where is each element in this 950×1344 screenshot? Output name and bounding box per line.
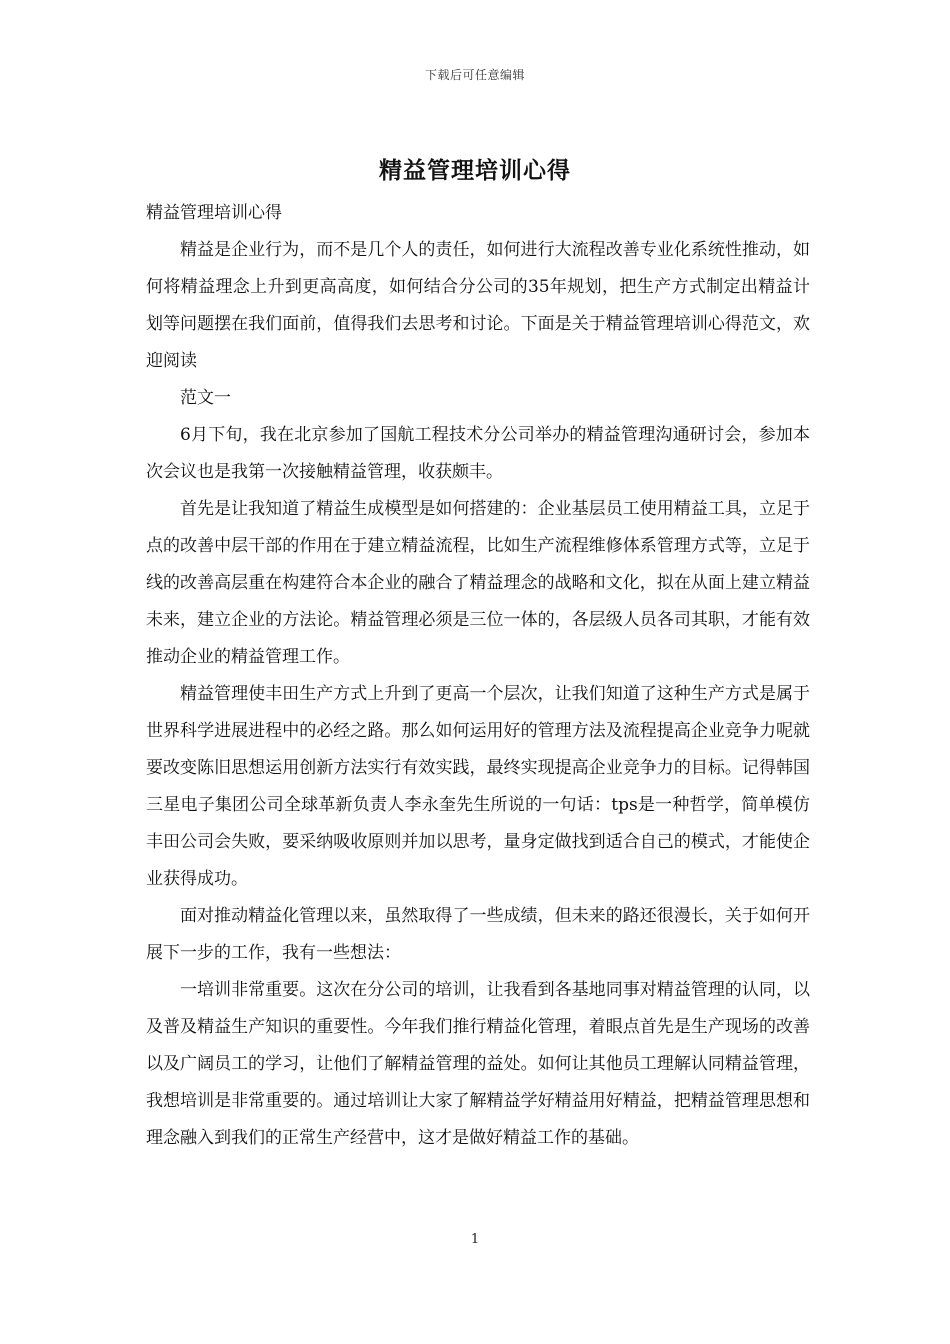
intro-paragraph: 精益是企业行为，而不是几个人的责任，如何进行大流程改善专业化系统性推动，如何将精益理念上升到更高高度，如何结合分公司的35年规划，把生产方式制定出精益计划等问题摆在我们面前，值得我们去思考和讨论。下面是关于精益管理培训心得范文，欢迎阅读 [146,240,810,371]
paragraph: 精益管理使丰田生产方式上升到了更高一个层次，让我们知道了这种生产方式是属于世界科学进展进程中的必经之路。那么如何运用好的管理方法及流程提高企业竞争力呢就要改变陈旧思想运用创新方法实行有效实践，最终实现提高企业竞争力的目标。记得韩国三星电子集团公司全球革新负责人李永奎先生所说的一句话：tps是一种哲学，简单模仿丰田公司会失败，要采纳吸收原则并加以思考，量身定做找到适合自己的模式，才能使企业获得成功。 [146,684,810,889]
header-note: 下载后可任意编辑 [424,68,525,82]
paragraph: 首先是让我知道了精益生成模型是如何搭建的：企业基层员工使用精益工具，立足于点的改善中层干部的作用在于建立精益流程，比如生产流程维修体系管理方式等，立足于线的改善高层重在构建符合本企业的融合了精益理念的战略和文化，拟在从面上建立精益未来，建立企业的方法论。精益管理必须是三位一体的，各层级人员各司其职，才能有效推动企业的精益管理工作。 [146,499,810,667]
section-heading: 范文一 [180,388,231,408]
paragraph: 一培训非常重要。这次在分公司的培训，让我看到各基地同事对精益管理的认同，以及普及精益生产知识的重要性。今年我们推行精益化管理，着眼点首先是生产现场的改善以及广阔员工的学习，让他们了解精益管理的益处。如何让其他员工理解认同精益管理，我想培训是非常重要的。通过培训让大家了解精益学好精益用好精益，把精益管理思想和理念融入到我们的正常生产经营中，这才是做好精益工作的基础。 [146,980,810,1148]
paragraph: 面对推动精益化管理以来，虽然取得了一些成绩，但未来的路还很漫长，关于如何开展下一步的工作，我有一些想法： [146,906,810,963]
document-body [146,195,810,1157]
paragraph: 6月下旬，我在北京参加了国航工程技术分公司举办的精益管理沟通研讨会，参加本次会议也是我第一次接触精益管理，收获颇丰。 [146,425,810,482]
body-subtitle: 精益管理培训心得 [146,203,282,223]
page-number: 1 [470,1232,480,1247]
document-title: 精益管理培训心得 [379,157,571,184]
